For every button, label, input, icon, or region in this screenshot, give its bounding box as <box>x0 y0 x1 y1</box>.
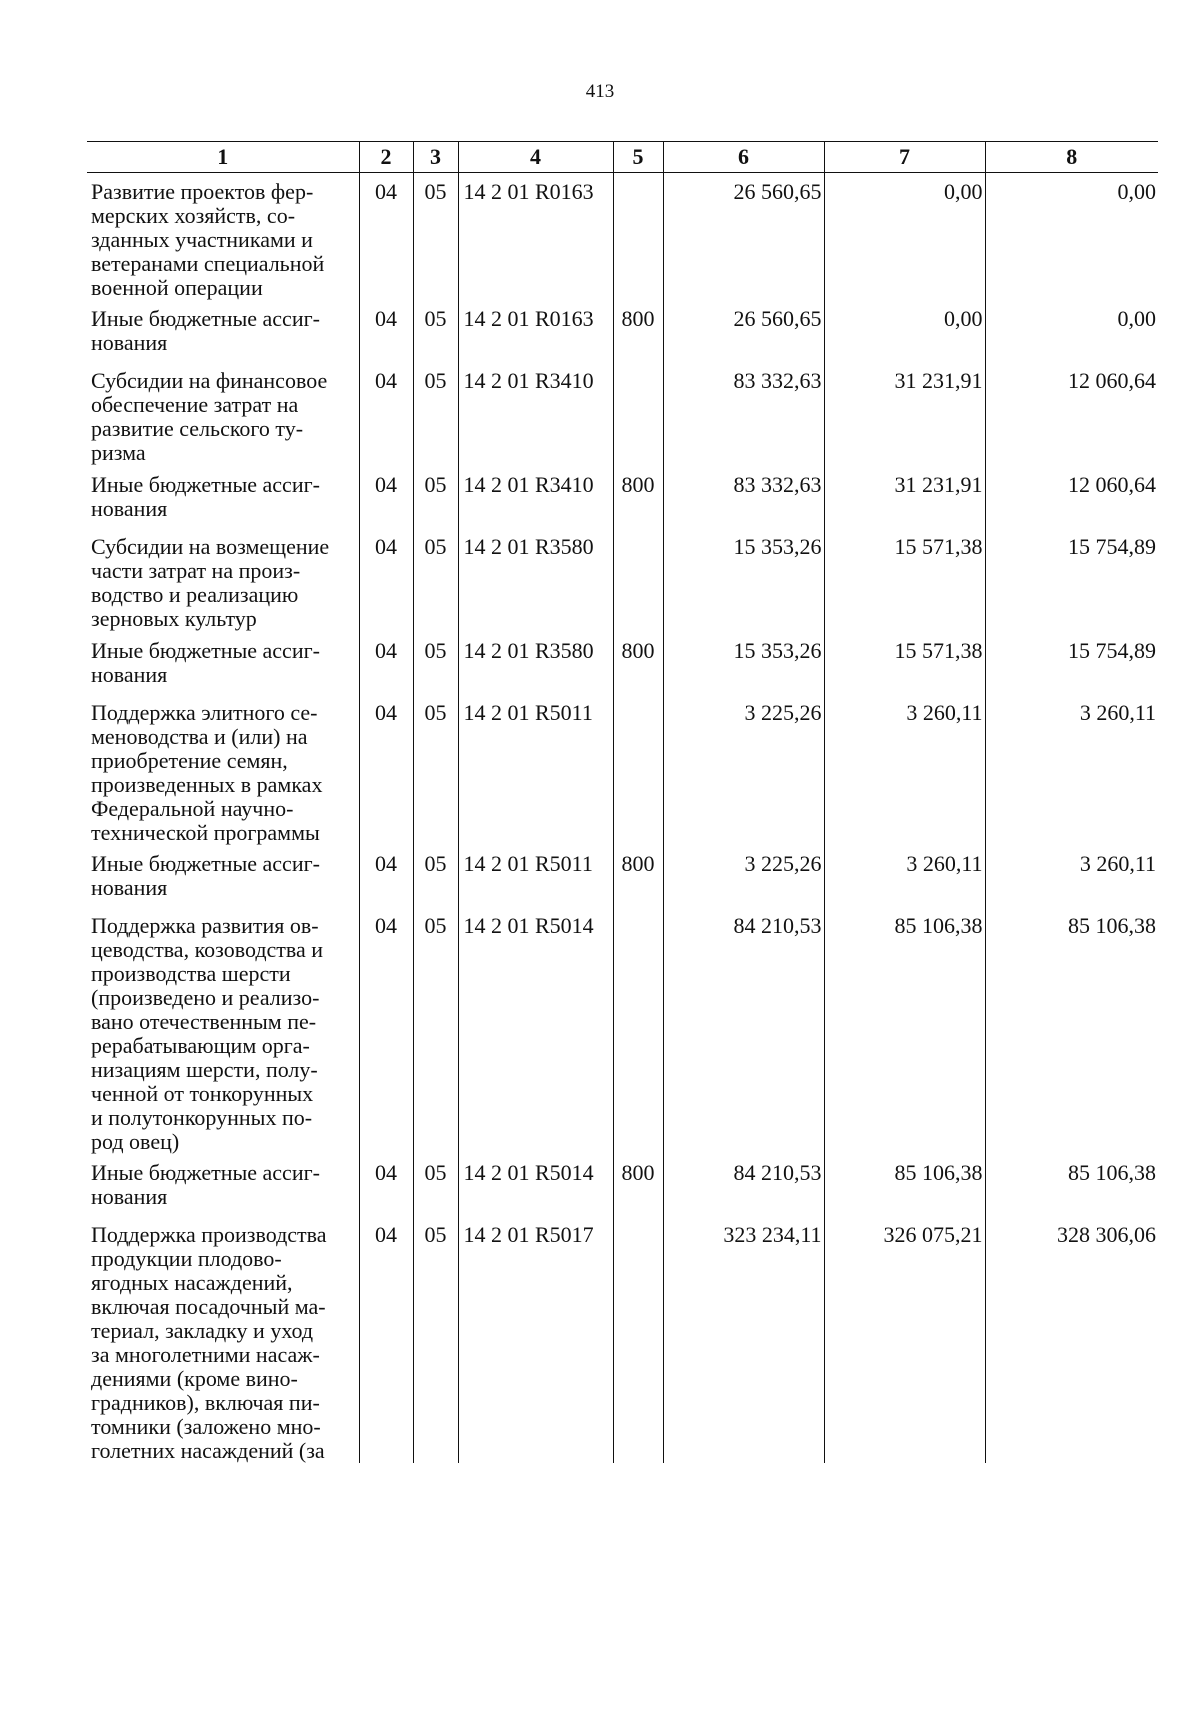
name-line: произведенных в рамках <box>91 772 323 797</box>
name-line: мерских хозяйств, со- <box>91 203 296 228</box>
cell-amount-6: 323 234,11 <box>663 1216 824 1463</box>
cell-amount-7: 85 106,38 <box>824 1154 985 1216</box>
cell-amount-6: 3 225,26 <box>663 845 824 907</box>
table-row <box>87 845 1158 907</box>
cell-amount-7: 3 260,11 <box>824 694 985 845</box>
name-line: Иные бюджетные ассиг- <box>91 1160 320 1185</box>
cell-target-code: 14 2 01 R5017 <box>458 1216 613 1463</box>
cell-expense-type: 800 <box>613 1154 663 1216</box>
cell-amount-6: 3 225,26 <box>663 694 824 845</box>
cell-amount-6: 26 560,65 <box>663 300 824 362</box>
header-col-3: 3 <box>413 142 458 173</box>
name-line: меноводства и (или) на <box>91 724 308 749</box>
name-line: ветеранами специальной <box>91 251 325 276</box>
table-row <box>87 694 1158 845</box>
cell-expense-type: 800 <box>613 845 663 907</box>
page-number: 413 <box>585 81 615 102</box>
table-header <box>87 142 1158 173</box>
name-line: нования <box>91 1184 168 1209</box>
name-line: нования <box>91 662 168 687</box>
cell-expense-type <box>613 694 663 845</box>
cell-amount-6: 84 210,53 <box>663 907 824 1154</box>
cell-amount-7: 85 106,38 <box>824 907 985 1154</box>
name-line: дениями (кроме вино- <box>91 1366 298 1391</box>
table-row <box>87 1216 1158 1463</box>
name-line: военной операции <box>91 275 263 300</box>
name-line: продукции плодово- <box>91 1246 282 1271</box>
cell-amount-8: 3 260,11 <box>985 845 1158 907</box>
cell-expense-type <box>613 362 663 466</box>
cell-amount-6: 83 332,63 <box>663 362 824 466</box>
name-line: ченной от тонкорунных <box>91 1081 314 1106</box>
cell-subsection: 05 <box>413 907 458 1154</box>
name-line: обеспечение затрат на <box>91 392 299 417</box>
cell-amount-8: 15 754,89 <box>985 632 1158 694</box>
table-body <box>87 173 1158 1464</box>
cell-amount-7: 15 571,38 <box>824 632 985 694</box>
cell-expense-type: 800 <box>613 466 663 528</box>
cell-amount-6: 83 332,63 <box>663 466 824 528</box>
name-line: голетних насаждений (за <box>91 1438 325 1463</box>
cell-subsection: 05 <box>413 632 458 694</box>
cell-amount-8: 12 060,64 <box>985 466 1158 528</box>
cell-target-code: 14 2 01 R5014 <box>458 907 613 1154</box>
cell-amount-6: 26 560,65 <box>663 173 824 301</box>
cell-section: 04 <box>359 466 413 528</box>
table-row <box>87 173 1158 301</box>
name-line: нования <box>91 875 168 900</box>
header-col-5: 5 <box>613 142 663 173</box>
name-line: развитие сельского ту- <box>91 416 304 441</box>
cell-subsection: 05 <box>413 1216 458 1463</box>
cell-name <box>87 632 359 694</box>
name-line: Субсидии на финансовое <box>91 368 328 393</box>
cell-name <box>87 694 359 845</box>
cell-section: 04 <box>359 845 413 907</box>
name-line: технической программы <box>91 820 320 845</box>
cell-section: 04 <box>359 362 413 466</box>
name-line: нования <box>91 330 168 355</box>
cell-expense-type <box>613 528 663 632</box>
name-line: род овец) <box>91 1129 180 1154</box>
name-line: нования <box>91 496 168 521</box>
cell-expense-type: 800 <box>613 300 663 362</box>
cell-target-code: 14 2 01 R5011 <box>458 845 613 907</box>
name-line: Иные бюджетные ассиг- <box>91 306 320 331</box>
cell-target-code: 14 2 01 R0163 <box>458 300 613 362</box>
name-line: Иные бюджетные ассиг- <box>91 472 320 497</box>
cell-amount-8: 3 260,11 <box>985 694 1158 845</box>
cell-amount-8: 12 060,64 <box>985 362 1158 466</box>
name-line: цеводства, козоводства и <box>91 937 324 962</box>
cell-amount-6: 84 210,53 <box>663 1154 824 1216</box>
name-line: ягодных насаждений, <box>91 1270 293 1295</box>
header-col-1: 1 <box>87 142 359 173</box>
cell-name <box>87 907 359 1154</box>
cell-target-code: 14 2 01 R3410 <box>458 466 613 528</box>
name-line: Субсидии на возмещение <box>91 534 330 559</box>
name-line: зерновых культур <box>91 606 257 631</box>
cell-section: 04 <box>359 694 413 845</box>
cell-subsection: 05 <box>413 845 458 907</box>
header-col-4: 4 <box>458 142 613 173</box>
table-row <box>87 1154 1158 1216</box>
name-line: зданных участниками и <box>91 227 313 252</box>
cell-name <box>87 1216 359 1463</box>
name-line: томники (заложено мно- <box>91 1414 321 1439</box>
name-line: вано отечественным пе- <box>91 1009 317 1034</box>
cell-name <box>87 845 359 907</box>
name-line: включая посадочный ма- <box>91 1294 326 1319</box>
cell-amount-8: 85 106,38 <box>985 1154 1158 1216</box>
table-row <box>87 907 1158 1154</box>
cell-expense-type <box>613 173 663 301</box>
cell-amount-7: 15 571,38 <box>824 528 985 632</box>
cell-name <box>87 300 359 362</box>
name-line: Поддержка развития ов- <box>91 913 319 938</box>
cell-amount-6: 15 353,26 <box>663 632 824 694</box>
name-line: Развитие проектов фер- <box>91 179 314 204</box>
cell-subsection: 05 <box>413 362 458 466</box>
cell-target-code: 14 2 01 R3410 <box>458 362 613 466</box>
cell-amount-8: 328 306,06 <box>985 1216 1158 1463</box>
cell-amount-8: 0,00 <box>985 300 1158 362</box>
cell-target-code: 14 2 01 R3580 <box>458 528 613 632</box>
cell-name <box>87 1154 359 1216</box>
cell-amount-8: 15 754,89 <box>985 528 1158 632</box>
cell-name <box>87 528 359 632</box>
cell-subsection: 05 <box>413 466 458 528</box>
cell-subsection: 05 <box>413 1154 458 1216</box>
cell-section: 04 <box>359 1216 413 1463</box>
cell-expense-type: 800 <box>613 632 663 694</box>
cell-section: 04 <box>359 173 413 301</box>
cell-amount-7: 0,00 <box>824 300 985 362</box>
name-line: Поддержка производства <box>91 1222 327 1247</box>
name-line: низациям шерсти, полу- <box>91 1057 318 1082</box>
table-row <box>87 466 1158 528</box>
cell-amount-6: 15 353,26 <box>663 528 824 632</box>
header-col-7: 7 <box>824 142 985 173</box>
cell-subsection: 05 <box>413 694 458 845</box>
header-col-6: 6 <box>663 142 824 173</box>
name-line: териал, закладку и уход <box>91 1318 314 1343</box>
name-line: градников), включая пи- <box>91 1390 320 1415</box>
cell-amount-7: 0,00 <box>824 173 985 301</box>
cell-amount-7: 3 260,11 <box>824 845 985 907</box>
name-line: рерабатывающим орга- <box>91 1033 310 1058</box>
name-line: Федеральной научно- <box>91 796 294 821</box>
cell-expense-type <box>613 1216 663 1463</box>
name-line: Иные бюджетные ассиг- <box>91 638 320 663</box>
cell-target-code: 14 2 01 R5014 <box>458 1154 613 1216</box>
cell-amount-7: 31 231,91 <box>824 362 985 466</box>
cell-amount-8: 85 106,38 <box>985 907 1158 1154</box>
name-line: Поддержка элитного се- <box>91 700 318 725</box>
name-line: водство и реализацию <box>91 582 299 607</box>
cell-amount-7: 326 075,21 <box>824 1216 985 1463</box>
cell-subsection: 05 <box>413 173 458 301</box>
cell-name <box>87 362 359 466</box>
header-row <box>87 142 1158 173</box>
cell-subsection: 05 <box>413 528 458 632</box>
table-row <box>87 632 1158 694</box>
table-row <box>87 528 1158 632</box>
header-col-8: 8 <box>985 142 1158 173</box>
cell-section: 04 <box>359 907 413 1154</box>
name-line: Иные бюджетные ассиг- <box>91 851 320 876</box>
cell-section: 04 <box>359 300 413 362</box>
name-line: приобретение семян, <box>91 748 288 773</box>
table-row <box>87 362 1158 466</box>
cell-section: 04 <box>359 1154 413 1216</box>
cell-name <box>87 173 359 301</box>
budget-table <box>87 141 1158 1463</box>
cell-amount-7: 31 231,91 <box>824 466 985 528</box>
name-line: части затрат на произ- <box>91 558 301 583</box>
name-line: за многолетними насаж- <box>91 1342 320 1367</box>
name-line: и полутонкорунных по- <box>91 1105 313 1130</box>
cell-target-code: 14 2 01 R5011 <box>458 694 613 845</box>
cell-target-code: 14 2 01 R3580 <box>458 632 613 694</box>
cell-name <box>87 466 359 528</box>
header-col-2: 2 <box>359 142 413 173</box>
cell-expense-type <box>613 907 663 1154</box>
cell-section: 04 <box>359 528 413 632</box>
table-row <box>87 300 1158 362</box>
cell-section: 04 <box>359 632 413 694</box>
cell-amount-8: 0,00 <box>985 173 1158 301</box>
name-line: ризма <box>91 440 146 465</box>
name-line: (произведено и реализо- <box>91 985 320 1010</box>
cell-target-code: 14 2 01 R0163 <box>458 173 613 301</box>
name-line: производства шерсти <box>91 961 291 986</box>
cell-subsection: 05 <box>413 300 458 362</box>
